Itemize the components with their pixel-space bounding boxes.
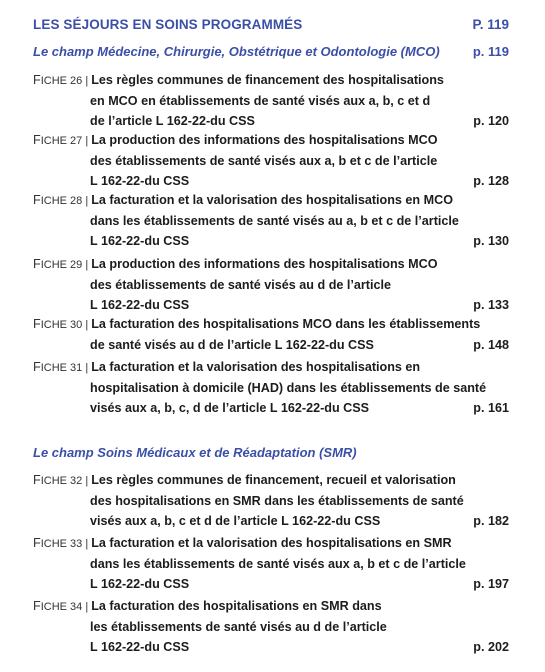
toc-entry-text: La production des informations des hospitalisations MCO	[91, 133, 438, 147]
group-title: Le champ Soins Médicaux et de Réadaptation (SMR)	[33, 445, 357, 460]
toc-entry-text: La facturation et la valorisation des hospitalisations en SMR	[91, 536, 452, 550]
toc-entry-text: visés aux a, b, c, d de l’article L 162-22-du CSS	[90, 401, 370, 415]
fiche-label-initial: F	[33, 257, 41, 271]
toc-entry-text: Les règles communes de financement des hospitalisations	[91, 73, 444, 87]
fiche-separator: |	[85, 319, 89, 331]
toc-entry-text: L 162-22-du CSS	[90, 577, 190, 591]
toc-entry[interactable]	[33, 70, 509, 131]
toc-entry-line	[33, 130, 509, 151]
fiche-separator: |	[85, 601, 89, 613]
toc-entry-text: Les règles communes de financement, recueil et valorisation	[91, 473, 456, 487]
fiche-separator: |	[85, 362, 89, 374]
toc-entry-text: des hospitalisations en SMR dans les établissements de santé	[90, 494, 464, 508]
toc-entry-line	[33, 357, 509, 378]
toc-entry-page: p. 197	[473, 577, 509, 591]
group-title: Le champ Médecine, Chirurgie, Obstétrique et Odontologie (MCO)	[33, 44, 440, 59]
toc-entry-line	[33, 617, 509, 637]
fiche-label-initial: F	[33, 193, 41, 207]
toc-entry-line	[33, 111, 509, 131]
toc-entry[interactable]	[33, 314, 509, 355]
section-title: LES SÉJOURS EN SOINS PROGRAMMÉS	[33, 17, 303, 32]
fiche-label-initial: F	[33, 599, 41, 613]
group-heading-smr	[33, 445, 509, 460]
fiche-label: FICHE 30 |	[33, 317, 89, 331]
fiche-label-initial: F	[33, 133, 41, 147]
toc-entry-line	[33, 211, 509, 231]
toc-entry-line	[33, 231, 509, 251]
toc-entry-line	[33, 254, 509, 275]
fiche-label: FICHE 31 |	[33, 360, 89, 374]
toc-entry-line	[33, 491, 509, 511]
toc-entry-line	[33, 398, 509, 418]
fiche-label-initial: F	[33, 536, 41, 550]
fiche-separator: |	[85, 135, 89, 147]
toc-entry-text: visés aux a, b, c et d de l’article L 162-22-du CSS	[90, 514, 381, 528]
section-heading	[33, 17, 509, 32]
fiche-separator: |	[85, 475, 89, 487]
toc-entry-line	[33, 151, 509, 171]
toc-entry-line	[33, 554, 509, 574]
toc-entry-line	[33, 335, 509, 355]
toc-entry-line	[33, 190, 509, 211]
section-page: P. 119	[472, 17, 509, 32]
toc-entry-text: La production des informations des hospitalisations MCO	[91, 257, 438, 271]
toc-entry-text: dans les établissements de santé visés aux a, b et c de l’article	[90, 557, 466, 571]
toc-entry-text: L 162-22-du CSS	[90, 298, 190, 312]
toc-entry-page: p. 128	[473, 174, 509, 188]
toc-entry-line	[33, 314, 509, 335]
toc-entry-line	[33, 596, 509, 617]
toc-entry-line	[33, 511, 509, 531]
toc-entry-text: dans les établissements de santé visés au a, b et c de l’article	[90, 214, 459, 228]
toc-entry-page: p. 133	[473, 298, 509, 312]
fiche-label-initial: F	[33, 73, 41, 87]
fiche-separator: |	[85, 538, 89, 550]
toc-entry-text: de santé visés au d de l’article L 162-22-du CSS	[90, 338, 374, 352]
toc-entry[interactable]	[33, 470, 509, 531]
toc-entry-text: des établissements de santé visés au d de l’article	[90, 278, 391, 292]
toc-entry-line	[33, 637, 509, 657]
toc-entry-line	[33, 295, 509, 315]
fiche-label: FICHE 26 |	[33, 73, 89, 87]
toc-entry-page: p. 120	[473, 114, 509, 128]
toc-entry[interactable]	[33, 533, 509, 594]
toc-entry-text: des établissements de santé visés aux a, b et c de l’article	[90, 154, 438, 168]
toc-entry-text: La facturation des hospitalisations en SMR dans	[91, 599, 382, 613]
fiche-separator: |	[85, 259, 89, 271]
toc-entry[interactable]	[33, 357, 509, 418]
toc-entry-text: La facturation et la valorisation des hospitalisations en MCO	[91, 193, 453, 207]
group-page: p. 119	[472, 44, 509, 59]
fiche-label: FICHE 32 |	[33, 473, 89, 487]
toc-entry-page: p. 161	[473, 401, 509, 415]
toc-entry-text: La facturation des hospitalisations MCO dans les établissements	[91, 317, 481, 331]
toc-entry-line	[33, 171, 509, 191]
toc-entry-page: p. 148	[473, 338, 509, 352]
fiche-label-initial: F	[33, 360, 41, 374]
fiche-separator: |	[85, 75, 89, 87]
toc-entry-text: hospitalisation à domicile (HAD) dans les établissements de santé	[90, 381, 487, 395]
toc-entry-text: L 162-22-du CSS	[90, 640, 190, 654]
toc-entry-line	[33, 378, 509, 398]
toc-entry[interactable]	[33, 596, 509, 657]
fiche-label: FICHE 34 |	[33, 599, 89, 613]
toc-entry-page: p. 182	[473, 514, 509, 528]
fiche-label: FICHE 27 |	[33, 133, 89, 147]
toc-entry-line	[33, 574, 509, 594]
fiche-label: FICHE 28 |	[33, 193, 89, 207]
toc-entry-text: La facturation et la valorisation des hospitalisations en	[91, 360, 421, 374]
fiche-separator: |	[85, 195, 89, 207]
toc-entry-text: L 162-22-du CSS	[90, 174, 190, 188]
toc-entry-line	[33, 275, 509, 295]
toc-entry[interactable]	[33, 130, 509, 191]
fiche-label: FICHE 33 |	[33, 536, 89, 550]
fiche-label-initial: F	[33, 317, 41, 331]
fiche-label: FICHE 29 |	[33, 257, 89, 271]
toc-entry-line	[33, 91, 509, 111]
toc-entry-page: p. 130	[473, 234, 509, 248]
toc-entry-line	[33, 470, 509, 491]
fiche-label-initial: F	[33, 473, 41, 487]
toc-entry-line	[33, 533, 509, 554]
toc-entry-text: les établissements de santé visés au d de l’article	[90, 620, 387, 634]
toc-entry-text: L 162-22-du CSS	[90, 234, 190, 248]
toc-entry[interactable]	[33, 254, 509, 315]
group-heading-mco	[33, 44, 509, 59]
toc-entry-line	[33, 70, 509, 91]
toc-entry-text: en MCO en établissements de santé visés aux a, b, c et d	[90, 94, 431, 108]
toc-entry[interactable]	[33, 190, 509, 251]
toc-entry-text: de l’article L 162-22-du CSS	[90, 114, 255, 128]
toc-entry-page: p. 202	[473, 640, 509, 654]
